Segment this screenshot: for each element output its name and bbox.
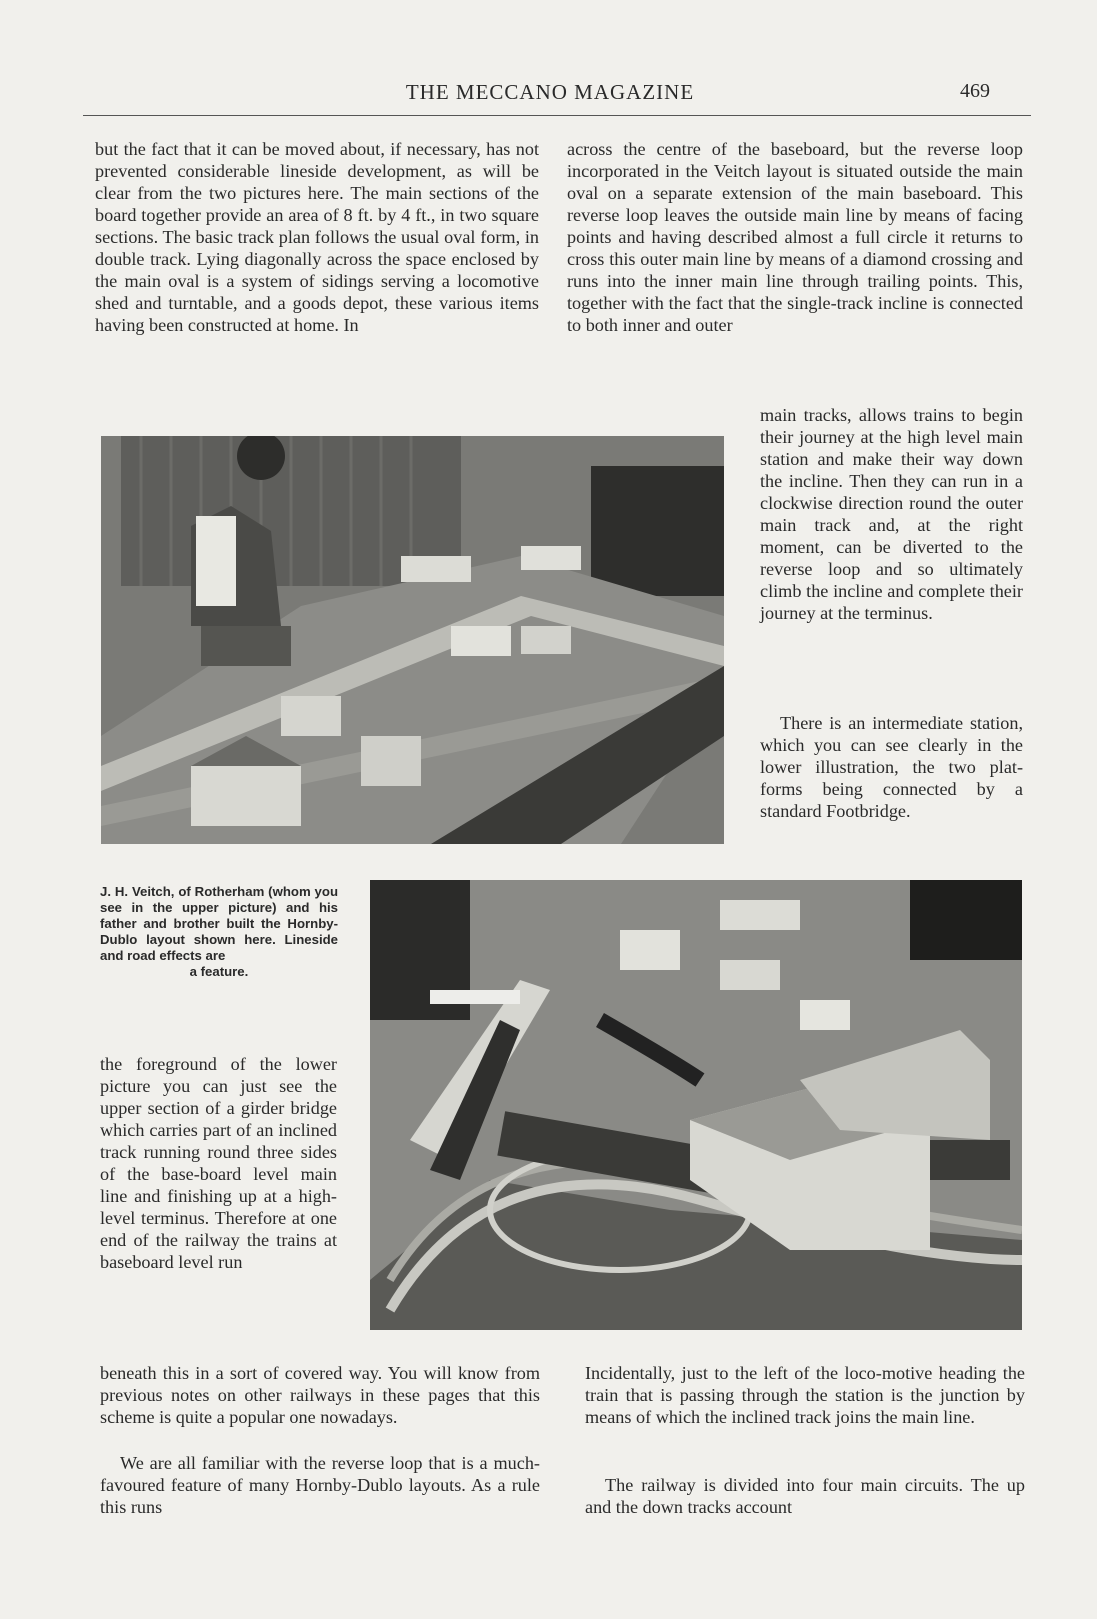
photo-caption bbox=[100, 884, 338, 980]
caption-text-last: a feature. bbox=[189, 964, 249, 979]
header-rule bbox=[83, 115, 1031, 116]
column-left-bottom-text-2: We are all familiar with the reverse loop that is a much-favoured feature of many Hornby-Dublo layouts. As a rule this runs bbox=[100, 1453, 540, 1517]
column-right-narrow-text: main tracks, allows trains to begin their journey at the high level main station and make their way down the incline. Then they can run in a clockwise direction round the outer main track and, at the right moment, can be diverted to the reverse loop and so ultimately climb the incline and complete their journey at the terminus. bbox=[760, 405, 1023, 623]
lower-photo bbox=[370, 880, 1022, 1330]
column-right-bottom-text-2: The railway is divided into four main circuits. The up and the down tracks account bbox=[585, 1475, 1025, 1517]
column-right-narrow-text-2: There is an intermediate station, which you can see clearly in the lower illustration, the two plat-forms being connected by a standard Footbridge. bbox=[760, 713, 1023, 821]
magazine-title: THE MECCANO MAGAZINE bbox=[405, 80, 695, 104]
caption-text: J. H. Veitch, of Rotherham (whom you see in the upper picture) and his father and brother built the Hornby-Dublo layout shown here. Lineside and road effects are bbox=[100, 884, 338, 963]
column-left-top-text: but the fact that it can be moved about, if necessary, has not prevented considerable lineside development, as will be clear from the two pictures here. The main sections of the board together provide an area of 8 ft. by 4 ft., in two square sections. The basic track plan follows the usual oval form, in double track. Lying diagonally across the space enclosed by the main oval is a system of sidings serving a locomotive shed and turntable, and a goods depot, these various items having been constructed at home. In bbox=[95, 139, 539, 335]
column-right-top-text: across the centre of the baseboard, but the reverse loop incorporated in the Veitch layout is situated outside the main oval on a separate extension of the main baseboard. This reverse loop leaves the outside main line by means of facing points and having described almost a full circle it returns to cross this outer main line by means of a diamond crossing and runs into the inner main line through trailing points. This, together with the fact that the single-track incline is connected to both inner and outer bbox=[567, 139, 1023, 335]
page-number: 469 bbox=[960, 80, 990, 102]
upper-photo bbox=[101, 436, 724, 844]
column-right-bottom-text: Incidentally, just to the left of the loco-motive heading the train that is passing through the station is the junction by means of which the inclined track joins the main line. bbox=[585, 1363, 1025, 1427]
column-left-bottom-text: beneath this in a sort of covered way. You will know from previous notes on other railways in these pages that this scheme is quite a popular one nowadays. bbox=[100, 1363, 540, 1427]
column-left-narrow-text: the foreground of the lower picture you can just see the upper section of a girder bridge which carries part of an inclined track running round three sides of the base-board level main line and finishing up at a high-level terminus. Therefore at one end of the railway the trains at baseboard level run bbox=[100, 1054, 337, 1272]
